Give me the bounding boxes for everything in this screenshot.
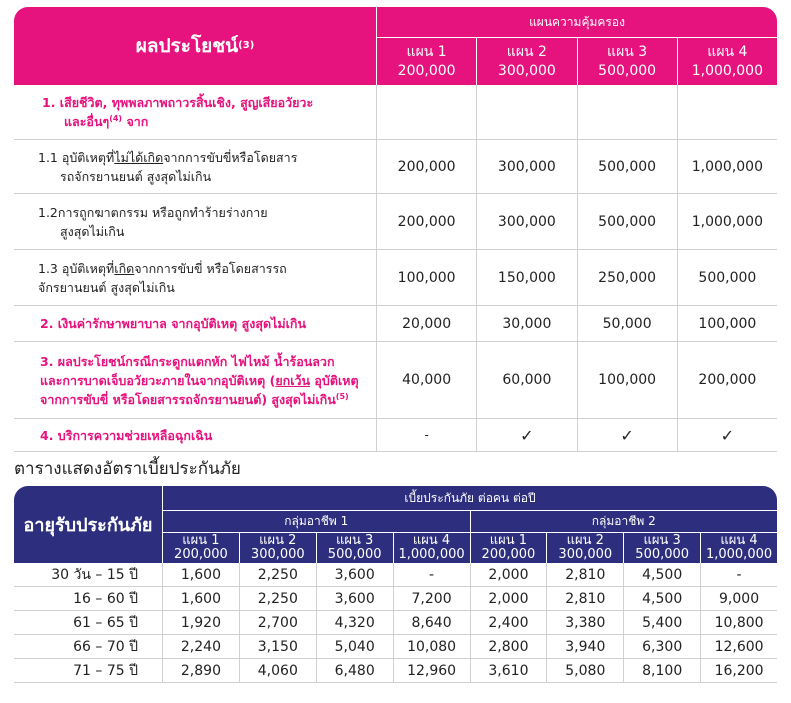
plan-amount: 200,000 <box>481 547 536 562</box>
premium-rows <box>14 563 777 683</box>
benefit-value: 50,000 <box>577 306 677 341</box>
plan-headers <box>376 38 777 85</box>
row11-line2: รถจักรยานยนต์ สูงสุดไม่เกิน <box>60 168 212 184</box>
plan-amount: 500,000 <box>635 547 690 562</box>
premium-value: 10,800 <box>700 611 777 634</box>
premium-plan-header <box>393 532 470 563</box>
premium-value: 5,040 <box>316 635 393 658</box>
benefit-cell <box>577 85 677 139</box>
sec3-line2 <box>40 371 368 390</box>
premium-value: 4,060 <box>239 659 316 682</box>
plan-name: แผน 1 <box>182 533 220 548</box>
benefit-row-sec2 <box>14 306 777 342</box>
premium-top-header: เบี้ยประกันภัย ต่อคน ต่อปี <box>162 486 777 510</box>
premium-value: - <box>700 563 777 586</box>
benefit-sec3-label <box>14 342 376 418</box>
benefit-1-3-label <box>14 250 376 305</box>
premium-value: 2,700 <box>239 611 316 634</box>
premium-header-right <box>162 486 777 563</box>
age-range: 30 วัน – 15 ปี <box>51 566 138 583</box>
premium-value: 3,600 <box>316 587 393 610</box>
benefit-row-sec4 <box>14 419 777 452</box>
row12-line2: สูงสุดไม่เกิน <box>60 223 125 239</box>
plan-amount: 200,000 <box>174 547 228 562</box>
plan-amount: 300,000 <box>250 547 305 562</box>
premium-plan-header <box>546 532 623 563</box>
benefit-value: 100,000 <box>577 342 677 418</box>
plan-name: แผน 1 <box>489 533 528 548</box>
checkmark-icon: ✓ <box>577 419 677 451</box>
premium-value: 16,200 <box>700 659 777 682</box>
premium-value: 3,600 <box>316 563 393 586</box>
benefit-value: 1,000,000 <box>677 194 777 249</box>
plan-name: แผน 3 <box>336 533 374 548</box>
plan-name: แผน 3 <box>607 43 648 60</box>
sec1-line2 <box>42 112 368 131</box>
premium-plan-header <box>623 532 700 563</box>
premium-value: 7,200 <box>393 587 470 610</box>
sec1-note: (4) <box>109 113 123 123</box>
premium-plan-headers <box>162 532 777 563</box>
plan-name: แผน 2 <box>259 533 297 548</box>
benefit-value: 30,000 <box>476 306 576 341</box>
row13-line1 <box>38 259 368 278</box>
premium-value: 2,890 <box>162 659 239 682</box>
table-row <box>14 611 777 635</box>
premium-value: 4,500 <box>623 563 700 586</box>
benefit-cell <box>376 85 476 139</box>
premium-value: 1,600 <box>162 563 239 586</box>
row12-line1: 1.2การถูกฆาตกรรม หรือถูกทำร้ายร่างกาย <box>38 204 268 220</box>
premium-value: 10,080 <box>393 635 470 658</box>
premium-value: 12,600 <box>700 635 777 658</box>
row11-b: ไม่ได้เกิด <box>114 149 164 165</box>
coverage-label: แผนความคุ้มครอง <box>376 7 777 38</box>
premium-value: 4,500 <box>623 587 700 610</box>
premium-value: 1,920 <box>162 611 239 634</box>
premium-value: 1,600 <box>162 587 239 610</box>
premium-value: 2,800 <box>470 635 547 658</box>
occupation-group-2: กลุ่มอาชีพ 2 <box>470 510 778 532</box>
benefit-value: 500,000 <box>677 250 777 305</box>
row13-c: จากการขับขี่ หรือโดยสารรถ <box>134 260 287 276</box>
checkmark-icon: ✓ <box>476 419 576 451</box>
premium-plan-header <box>316 532 393 563</box>
row11-a: 1.1 อุบัติเหตุที่ <box>38 149 115 165</box>
premium-heading: ตารางแสดงอัตราเบี้ยประกันภัย <box>14 459 241 479</box>
plan-name: แผน 3 <box>643 533 681 548</box>
coverage-header <box>376 7 777 85</box>
premium-value: 3,380 <box>546 611 623 634</box>
age-range: 71 – 75 ปี <box>73 662 138 679</box>
benefit-value: 20,000 <box>376 306 476 341</box>
sec1-line2-end: จาก <box>122 114 149 129</box>
table-row <box>14 587 777 611</box>
benefit-1-1-label <box>14 140 376 193</box>
plan-name: แผน 4 <box>412 533 451 548</box>
premium-value: 2,810 <box>546 563 623 586</box>
row11-line1 <box>38 148 368 167</box>
sec3-line2c: อุบัติเหตุ <box>310 372 359 388</box>
plan-amount: 1,000,000 <box>691 62 763 79</box>
premium-value: 6,300 <box>623 635 700 658</box>
plan-name: แผน 2 <box>506 43 547 60</box>
benefit-sec2-label: 2. เงินค่ารักษาพยาบาล จากอุบัติเหตุ สูงสุดไม่เกิน <box>40 316 307 331</box>
premium-plan-header <box>239 532 316 563</box>
premium-value: 2,000 <box>470 587 547 610</box>
plan-amount: 300,000 <box>558 547 613 562</box>
plan-amount: 1,000,000 <box>705 547 773 562</box>
table-row <box>14 635 777 659</box>
premium-value: 8,640 <box>393 611 470 634</box>
benefit-sec4-label: 4. บริการความช่วยเหลือฉุกเฉิน <box>40 427 213 443</box>
benefit-cell <box>476 85 576 139</box>
plan-amount: 500,000 <box>598 62 657 79</box>
sec1-line2-text: และอื่นๆ <box>64 114 110 129</box>
premium-value: - <box>393 563 470 586</box>
benefits-header <box>14 7 777 85</box>
emergency-dash: - <box>376 419 476 451</box>
plan-name: แผน 1 <box>406 43 447 60</box>
benefit-value: 200,000 <box>376 140 476 193</box>
benefit-value: 500,000 <box>577 194 677 249</box>
plan-amount: 1,000,000 <box>398 547 465 562</box>
premium-value: 5,080 <box>546 659 623 682</box>
benefit-sec1-label <box>14 85 376 139</box>
sec3-line3 <box>40 390 368 409</box>
age-range: 61 – 65 ปี <box>73 614 138 631</box>
occupation-groups <box>162 510 777 532</box>
row13-a: 1.3 อุบัติเหตุที่ <box>38 260 115 276</box>
row13-line2: จักรยานยนต์ สูงสุดไม่เกิน <box>38 279 175 295</box>
benefits-table <box>14 7 777 452</box>
benefit-row-1-3 <box>14 250 777 306</box>
plan-amount: 300,000 <box>497 62 556 79</box>
premium-value: 3,610 <box>470 659 547 682</box>
benefit-row-sec3 <box>14 342 777 419</box>
premium-table <box>14 486 777 683</box>
row11-c: จากการขับขี่หรือโดยสาร <box>163 149 298 165</box>
premium-value: 2,250 <box>239 563 316 586</box>
benefit-value: 200,000 <box>677 342 777 418</box>
plan-header-3 <box>577 38 677 85</box>
benefit-value: 200,000 <box>376 194 476 249</box>
benefit-value: 100,000 <box>376 250 476 305</box>
premium-value: 3,940 <box>546 635 623 658</box>
premium-header <box>14 486 777 563</box>
benefit-1-2-label <box>14 194 376 249</box>
premium-plan-header <box>162 532 239 563</box>
age-range: 66 – 70 ปี <box>73 638 138 655</box>
benefit-row-sec1 <box>14 85 777 140</box>
age-range: 16 – 60 ปี <box>73 590 138 607</box>
premium-value: 2,000 <box>470 563 547 586</box>
plan-name: แผน 4 <box>720 533 758 548</box>
premium-value: 9,000 <box>700 587 777 610</box>
benefit-value: 250,000 <box>577 250 677 305</box>
premium-plan-header <box>700 532 777 563</box>
benefit-value: 1,000,000 <box>677 140 777 193</box>
benefits-title-text: ผลประโยชน์ <box>135 35 239 57</box>
table-row <box>14 563 777 587</box>
premium-plan-header <box>470 532 547 563</box>
plan-amount: 200,000 <box>397 62 456 79</box>
occupation-group-1: กลุ่มอาชีพ 1 <box>162 510 470 532</box>
sec3-note: (5) <box>335 391 349 401</box>
benefit-value: 40,000 <box>376 342 476 418</box>
benefit-value: 500,000 <box>577 140 677 193</box>
sec3-line2b: ยกเว้น <box>275 372 311 388</box>
premium-value: 2,400 <box>470 611 547 634</box>
premium-value: 6,480 <box>316 659 393 682</box>
premium-value: 12,960 <box>393 659 470 682</box>
sec3-line3-text: จากการขับขี่ หรือโดยสารรถจักรยานยนต์) สูงสุดไม่เกิน <box>40 391 336 407</box>
premium-value: 5,400 <box>623 611 700 634</box>
benefit-value: 100,000 <box>677 306 777 341</box>
sec3-line1: 3. ผลประโยชน์กรณีกระดูกแตกหัก ไฟไหม้ น้ำร้อนลวก <box>40 353 335 369</box>
plan-name: แผน 2 <box>566 533 604 548</box>
plan-header-1 <box>376 38 476 85</box>
plan-header-2 <box>476 38 576 85</box>
benefit-value: 150,000 <box>476 250 576 305</box>
sec3-line2a: และการบาดเจ็บอวัยวะภายในจากอุบัติเหตุ ( <box>40 372 276 388</box>
premium-value: 4,320 <box>316 611 393 634</box>
table-row <box>14 659 777 683</box>
checkmark-icon: ✓ <box>677 419 777 451</box>
row13-b: เกิด <box>114 260 135 276</box>
sec1-line1: 1. เสียชีวิต, ทุพพลภาพถาวรสิ้นเชิง, สูญเสียอวัยวะ <box>42 95 314 110</box>
benefits-title: ผลประโยชน์ (3) <box>14 7 376 85</box>
premium-value: 2,240 <box>162 635 239 658</box>
premium-value: 3,150 <box>239 635 316 658</box>
plan-name: แผน 4 <box>707 43 748 60</box>
benefit-value: 60,000 <box>476 342 576 418</box>
benefit-value: 300,000 <box>476 194 576 249</box>
benefit-row-1-2 <box>14 194 777 250</box>
age-header: อายุรับประกันภัย <box>14 486 162 563</box>
benefit-value: 300,000 <box>476 140 576 193</box>
benefit-cell <box>677 85 777 139</box>
premium-value: 8,100 <box>623 659 700 682</box>
plan-amount: 500,000 <box>327 547 382 562</box>
premium-value: 2,810 <box>546 587 623 610</box>
plan-header-4 <box>677 38 777 85</box>
premium-value: 2,250 <box>239 587 316 610</box>
benefit-row-1-1 <box>14 140 777 194</box>
